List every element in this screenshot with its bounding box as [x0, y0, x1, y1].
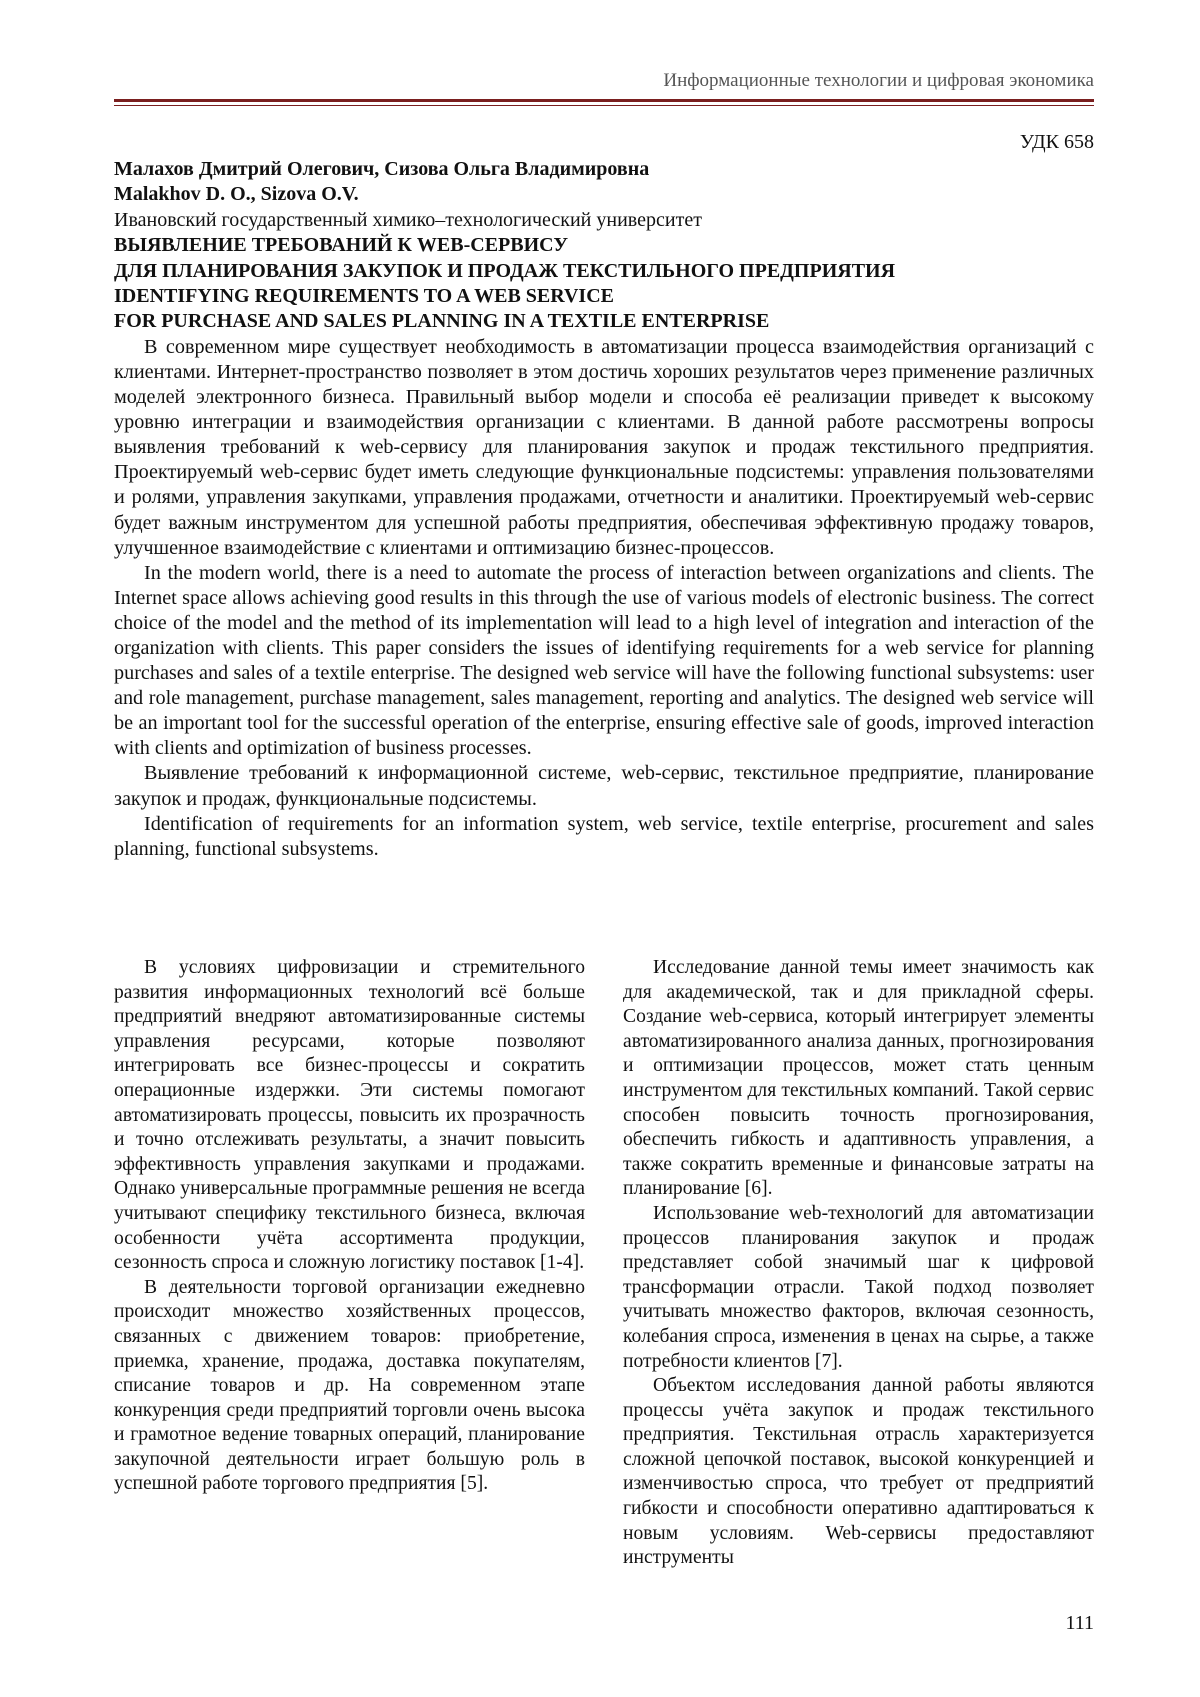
- abstract-ru: В современном мире существует необходимость в автоматизации процесса взаимодействия организаций с клиентами. Интернет-пространство позволяет в этом достичь хороших результатов через применение различных моделей электронного бизнеса. Правильный выбор модели и способа её реализации приведет к высокому уровню интеграции и взаимодействия организации с клиентами. В данной работе рассмотрены вопросы выявления требований к web-сервису для планирования закупок и продаж текстильного предприятия. Проектируемый web-сервис будет иметь следующие функциональные подсистемы: управления пользователями и ролями, управления закупками, управления продажами, отчетности и аналитики. Проектируемый web-сервис будет важным инструментом для успешной работы предприятия, обеспечивая эффективную продажу товаров, улучшенное взаимодействие с клиентами и оптимизацию бизнес-процессов.: [114, 335, 1094, 559]
- title-ru-line-1: ВЫЯВЛЕНИЕ ТРЕБОВАНИЙ К WEB-СЕРВИСУ: [114, 234, 569, 257]
- body-paragraph: Объектом исследования данной работы являются процессы учёта закупок и продаж текстильного предприятия. Текстильная отрасль характеризуется сложной цепочкой поставок, высокой конкуренцией и изменчивостью спроса, что требует от предприятий гибкости и способности оперативно адаптироваться к новым условиям. Web-сервисы предоставляют инструменты: [623, 1375, 1094, 1569]
- authors-ru: Малахов Дмитрий Олегович, Сизова Ольга Владимировна: [114, 158, 650, 180]
- running-header: Информационные технологии и цифровая экономика: [663, 70, 1094, 91]
- title-en-line-1: IDENTIFYING REQUIREMENTS TO A WEB SERVICE: [114, 285, 614, 308]
- body-paragraph: Использование web-технологий для автоматизации процессов планирования закупок и продаж представляет собой значимый шаг к цифровой трансформации отрасли. Такой подход позволяет учитывать множество факторов, включая сезонность, колебания спроса, изменения в ценах на сырье, а также потребности клиентов [7].: [623, 1202, 1094, 1372]
- affiliation: Ивановский государственный химико–технологический университет: [114, 208, 702, 231]
- udk-code: УДК 658: [1019, 131, 1094, 153]
- body-paragraph: В деятельности торговой организации ежедневно происходит множество хозяйственных процессов, связанных с движением товаров: приобретение, приемка, хранение, продажа, доставка покупателям, списание товаров и др. На современном этапе конкуренция среди предприятий торговли очень высока и грамотное ведение товарных операций, планирование закупочной деятельности играет большую роль в успешной работе торгового предприятия [5].: [114, 1276, 585, 1495]
- body-column-left: [114, 956, 585, 1497]
- authors-en: Malakhov D. O., Sizova O.V.: [114, 183, 359, 206]
- keywords-en: Identification of requirements for an information system, web service, textile enterprise, procurement and sales planning, functional subsystems.: [114, 812, 1094, 860]
- page-number: 111: [1065, 1612, 1094, 1634]
- keywords-ru: Выявление требований к информационной системе, web-сервис, текстильное предприятие, планирование закупок и продаж, функциональные подсистемы.: [114, 762, 1094, 810]
- abstract-en: In the modern world, there is a need to automate the process of interaction between organizations and clients. The Internet space allows achieving good results in this through the use of various models of electronic business. The correct choice of the model and the method of its implementation will lead to a high level of integration and interaction of the organization with clients. This paper considers the issues of identifying requirements for a web service for planning purchases and sales of a textile enterprise. The designed web service will have the following functional subsystems: user and role management, purchase management, sales management, reporting and analytics. The designed web service will be an important tool for the successful operation of the enterprise, ensuring effective sale of goods, improved interaction with clients and optimization of business processes.: [114, 561, 1094, 760]
- body-column-right: [623, 956, 1094, 1571]
- header-rule-thin: [114, 105, 1094, 106]
- body-paragraph: Исследование данной темы имеет значимость как для академической, так и для прикладной сферы. Создание web-сервиса, который интегрирует элементы автоматизированного анализа данных, прогнозирования и оптимизации процессов, может стать ценным инструментом для текстильных компаний. Такой сервис способен повысить точность прогнозирования, обеспечить гибкость и адаптивность управления, а также сократить временные и финансовые затраты на планирование [6].: [623, 957, 1094, 1200]
- title-ru-line-2: ДЛЯ ПЛАНИРОВАНИЯ ЗАКУПОК И ПРОДАЖ ТЕКСТИЛЬНОГО ПРЕДПРИЯТИЯ: [114, 259, 896, 282]
- header-rule: [114, 99, 1094, 102]
- body-paragraph: В условиях цифровизации и стремительного развития информационных технологий всё больше предприятий внедряют автоматизированные системы управления ресурсами, которые позволяют интегрировать все бизнес-процессы и сократить операционные издержки. Эти системы помогают автоматизировать процессы, повысить их прозрачность и точно отслеживать результаты, а значит повысить эффективность управления закупками и продажами. Однако универсальные программные решения не всегда учитывают специфику текстильного бизнеса, включая особенности учёта ассортимента продукции, сезонность спроса и сложную логистику поставок [1-4].: [114, 957, 585, 1274]
- article-front-matter: [114, 157, 1094, 862]
- title-en-line-2: FOR PURCHASE AND SALES PLANNING IN A TEXTILE ENTERPRISE: [114, 310, 770, 333]
